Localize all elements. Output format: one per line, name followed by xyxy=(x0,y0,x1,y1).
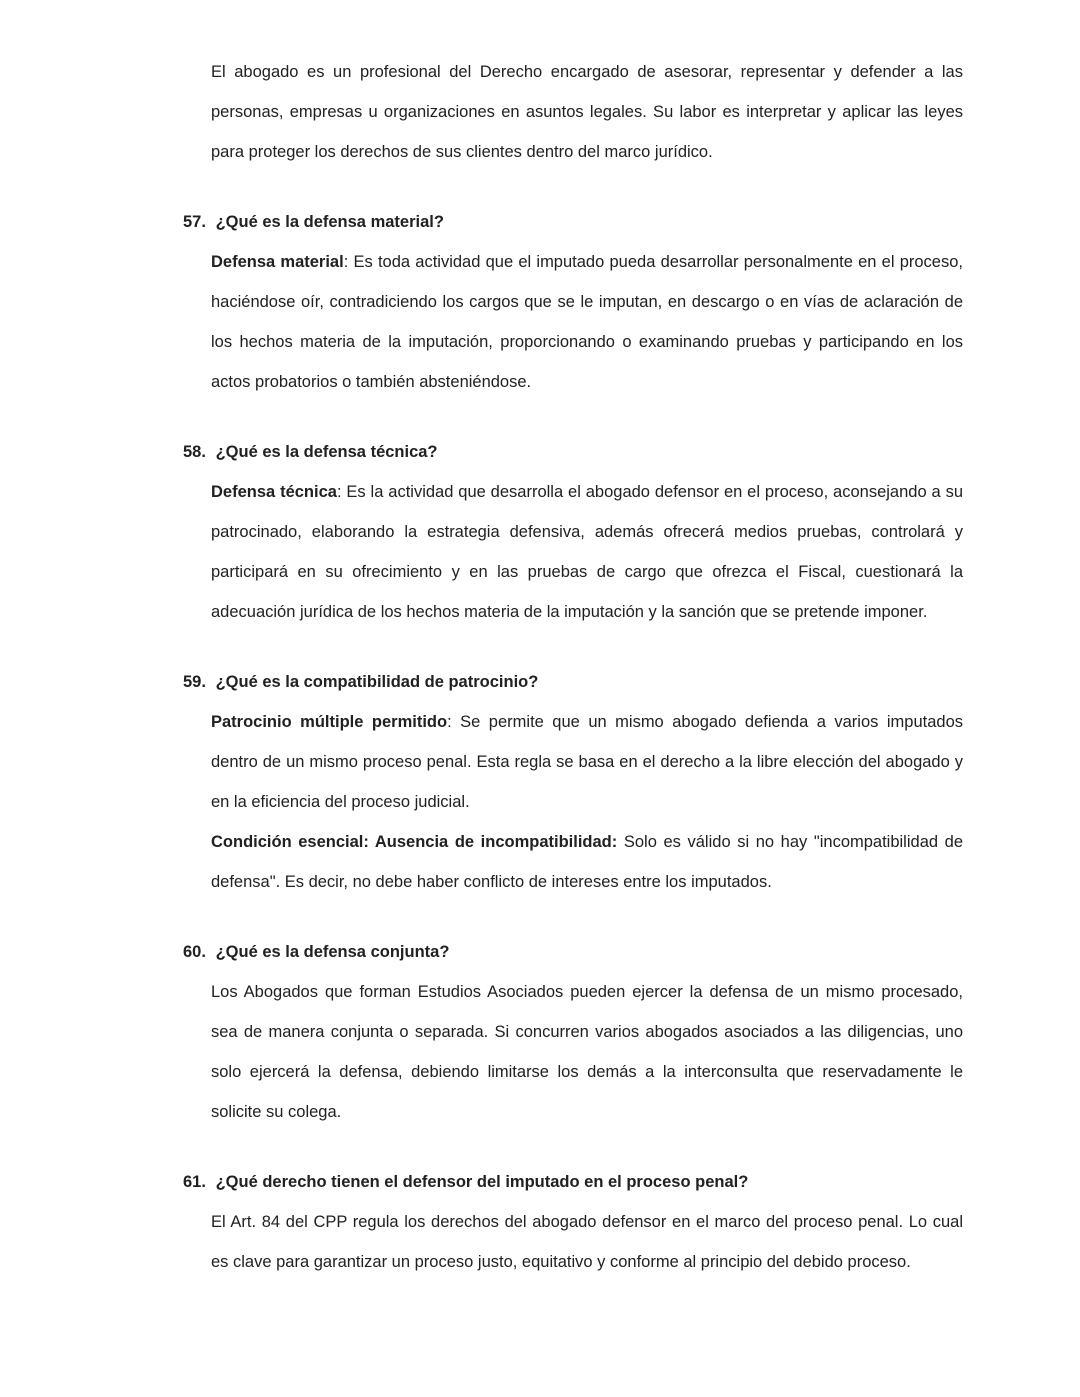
answer-paragraph xyxy=(211,702,963,822)
question-heading xyxy=(183,202,963,242)
answer-lead-bold: Patrocinio múltiple permitido xyxy=(211,713,448,731)
answer-paragraph xyxy=(211,472,963,632)
answer-text: : Es toda actividad que el imputado pueda desarrollar personalmente en el proceso, haciéndose oír, contradiciendo los cargos que se le imputan, en descargo o en vías de aclaración de los hechos materia de la imputación, proporcionando o examinando pruebas y participando en los actos probatorios o también absteniéndose. xyxy=(211,253,963,391)
question-number: 58. xyxy=(183,443,206,461)
question-heading xyxy=(183,1162,963,1202)
answer-paragraph xyxy=(211,972,963,1132)
answer-paragraph xyxy=(211,1202,963,1282)
answer xyxy=(211,702,963,902)
intro-paragraph: El abogado es un profesional del Derecho encargado de asesorar, representar y defender a las personas, empresas u organizaciones en asuntos legales. Su labor es interpretar y aplicar las leyes para proteger los derechos de sus clientes dentro del marco jurídico. xyxy=(211,63,963,161)
question-heading xyxy=(183,662,963,702)
qa-list xyxy=(183,202,963,1282)
answer xyxy=(211,472,963,632)
question-heading xyxy=(183,432,963,472)
answer-text: Los Abogados que forman Estudios Asociados pueden ejercer la defensa de un mismo procesado, sea de manera conjunta o separada. Si concurren varios abogados asociados a las diligencias, uno solo ejercerá la defensa, debiendo limitarse los demás a la interconsulta que reservadamente le solicite su colega. xyxy=(211,983,963,1121)
answer-text: El Art. 84 del CPP regula los derechos del abogado defensor en el marco del proceso penal. Lo cual es clave para garantizar un proceso justo, equitativo y conforme al principio del debido proceso. xyxy=(211,1213,963,1271)
question-text: ¿Qué derecho tienen el defensor del imputado en el proceso penal? xyxy=(215,1173,749,1191)
question-text: ¿Qué es la compatibilidad de patrocinio? xyxy=(215,673,539,691)
answer-lead-bold: Defensa técnica xyxy=(211,483,337,501)
question-text: ¿Qué es la defensa material? xyxy=(215,213,444,231)
answer xyxy=(211,972,963,1132)
question-number: 61. xyxy=(183,1173,206,1191)
answer xyxy=(211,1202,963,1282)
question-text: ¿Qué es la defensa conjunta? xyxy=(215,943,450,961)
answer-paragraph xyxy=(211,822,963,902)
answer xyxy=(211,242,963,402)
qa-item xyxy=(183,202,963,402)
qa-item xyxy=(183,432,963,632)
qa-item xyxy=(183,932,963,1132)
question-heading xyxy=(183,932,963,972)
answer-text: Solo es válido si no hay "incompatibilidad de defensa". Es decir, no debe haber conflicto de intereses entre los imputados. xyxy=(211,833,963,891)
answer-text: : Es la actividad que desarrolla el abogado defensor en el proceso, aconsejando a su patrocinado, elaborando la estrategia defensiva, además ofrecerá medios pruebas, controlará y participará en su ofrecimiento y en las pruebas de cargo que ofrezca el Fiscal, cuestionará la adecuación jurídica de los hechos materia de la imputación y la sanción que se pretende imponer. xyxy=(211,483,963,621)
question-number: 57. xyxy=(183,213,206,231)
answer-paragraph xyxy=(211,242,963,402)
qa-item xyxy=(183,662,963,902)
question-text: ¿Qué es la defensa técnica? xyxy=(215,443,438,461)
answer-text: : Se permite que un mismo abogado defienda a varios imputados dentro de un mismo proceso penal. Esta regla se basa en el derecho a la libre elección del abogado y en la eficiencia del proceso judicial. xyxy=(211,713,964,811)
question-number: 60. xyxy=(183,943,206,961)
question-number: 59. xyxy=(183,673,206,691)
answer-lead-bold: Defensa material xyxy=(211,253,344,271)
answer-lead-bold: Condición esencial: Ausencia de incompatibilidad: xyxy=(211,833,618,851)
qa-item xyxy=(183,1162,963,1282)
